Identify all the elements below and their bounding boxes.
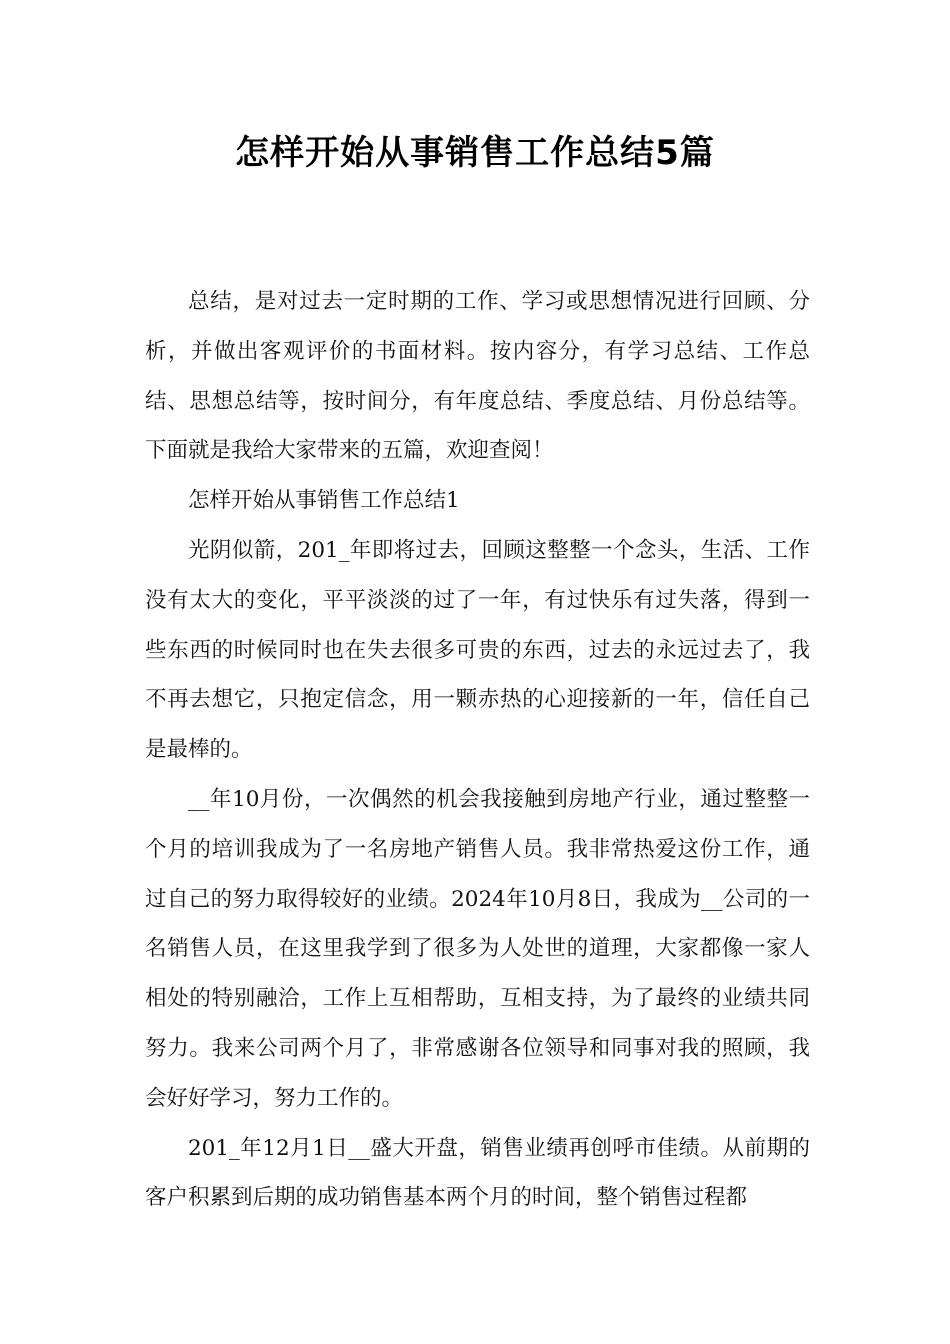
body-paragraph-3: 201_年12月1日__盛大开盘，销售业绩再创呼市佳绩。从前期的客户积累到后期的成功销售基本两个月的时间，整个销售过程都 bbox=[145, 1135, 810, 1211]
body-paragraph-1: 光阴似箭，201_年即将过去，回顾这整整一个念头，生活、工作没有太大的变化，平平淡淡的过了一年，有过快乐有过失落，得到一些东西的时候同时也在失去很多可贵的东西，过去的永远过去了，我不再去想它，只抱定信念，用一颗赤热的心迎接新的一年，信任自己是最棒的。 bbox=[145, 537, 810, 763]
document-title: 怎样开始从事销售工作总结5篇 bbox=[235, 133, 715, 173]
intro-paragraph: 总结，是对过去一定时期的工作、学习或思想情况进行回顾、分析，并做出客观评价的书面材料。按内容分，有学习总结、工作总结、思想总结等，按时间分，有年度总结、季度总结、月份总结等。下面就是我给大家带来的五篇，欢迎查阅！ bbox=[145, 289, 810, 464]
section-heading: 怎样开始从事销售工作总结1 bbox=[188, 488, 460, 514]
body-paragraph-2: __年10月份，一次偶然的机会我接触到房地产行业，通过整整一个月的培训我成为了一名房地产销售人员。我非常热爱这份工作，通过自己的努力取得较好的业绩。2024年10月8日，我成为__公司的一名销售人员，在这里我学到了很多为人处世的道理，大家都像一家人相处的特别融洽，工作上互相帮助，互相支持，为了最终的业绩共同努力。我来公司两个月了，非常感谢各位领导和同事对我的照顾，我会好好学习，努力工作的。 bbox=[145, 786, 810, 1111]
document-body bbox=[145, 277, 810, 1223]
